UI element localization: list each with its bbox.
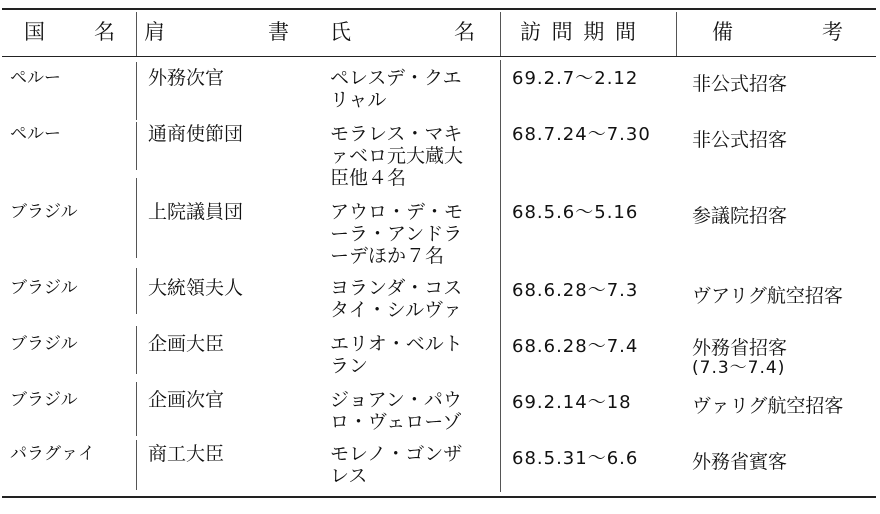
title-cell: 大統領夫人 bbox=[148, 277, 244, 299]
period-cell: 68.5.6～5.16 bbox=[512, 202, 639, 223]
table-top-rule bbox=[2, 8, 876, 10]
header-title-char: 肩 bbox=[144, 20, 167, 44]
header-name bbox=[454, 20, 477, 44]
country-cell: パラグァイ bbox=[10, 444, 95, 464]
country-cell: ブラジル bbox=[10, 278, 78, 298]
remarks-cell: 外務省賓客 bbox=[692, 451, 788, 473]
name-cell-line: モラレス・マキ bbox=[330, 123, 463, 145]
period-cell: 68.6.28～7.4 bbox=[512, 336, 639, 357]
table-bottom-rule bbox=[2, 496, 876, 498]
column-divider bbox=[136, 326, 137, 374]
header-divider bbox=[500, 12, 501, 56]
header-country bbox=[24, 20, 47, 44]
country-cell: ブラジル bbox=[10, 202, 78, 222]
header-remarks bbox=[822, 20, 845, 44]
country-cell: ブラジル bbox=[10, 390, 78, 410]
period-cell: 68.7.24～7.30 bbox=[512, 124, 651, 145]
period-cell: 69.2.14～18 bbox=[512, 392, 632, 413]
column-divider bbox=[136, 382, 137, 436]
name-cell-line: ヨランダ・コス bbox=[330, 277, 463, 299]
name-cell-line: 臣他４名 bbox=[330, 167, 407, 189]
header-title bbox=[268, 20, 291, 44]
remarks-cell: ヴァリグ航空招客 bbox=[692, 395, 844, 417]
title-cell: 商工大臣 bbox=[148, 443, 225, 465]
country-cell: ペルー bbox=[10, 124, 61, 144]
name-cell-line: リャル bbox=[330, 89, 387, 111]
column-divider bbox=[136, 268, 137, 314]
header-name-char: 氏 bbox=[330, 20, 353, 44]
remarks-cell: (7.3～7.4) bbox=[692, 358, 786, 378]
header-period-label: 訪 問 期 間 bbox=[520, 20, 639, 44]
header-country-char: 国 bbox=[24, 20, 47, 44]
header-remarks-char: 備 bbox=[712, 20, 735, 44]
name-cell-line: ァベロ元大蔵大 bbox=[330, 145, 464, 167]
period-cell: 68.6.28～7.3 bbox=[512, 280, 639, 301]
country-cell: ブラジル bbox=[10, 334, 78, 354]
country-cell: ペルー bbox=[10, 68, 61, 88]
title-cell: 上院議員団 bbox=[148, 201, 244, 223]
name-cell-line: タイ・シルヴァ bbox=[330, 299, 462, 321]
title-cell: 企画大臣 bbox=[148, 333, 225, 355]
remarks-cell: 外務省招客 bbox=[692, 337, 788, 359]
name-cell-line: ーラ・アンドラ bbox=[330, 223, 463, 245]
remarks-cell: 非公式招客 bbox=[692, 73, 788, 95]
header-divider bbox=[136, 12, 137, 56]
title-cell: 企画次官 bbox=[148, 389, 225, 411]
header-divider bbox=[676, 12, 677, 56]
header-country-char: 名 bbox=[94, 20, 117, 44]
name-cell-line: ジョアン・パウ bbox=[330, 389, 462, 411]
column-divider bbox=[136, 62, 137, 120]
header-name bbox=[330, 20, 353, 44]
header-title-char: 書 bbox=[268, 20, 291, 44]
title-cell: 外務次官 bbox=[148, 67, 225, 89]
title-cell: 通商使節団 bbox=[148, 123, 244, 145]
name-cell-line: ロ・ヴェローゾ bbox=[330, 411, 462, 433]
name-cell-line: ーデほか７名 bbox=[330, 245, 445, 267]
header-remarks bbox=[712, 20, 735, 44]
header-period bbox=[520, 20, 638, 44]
column-divider bbox=[136, 440, 137, 490]
header-country bbox=[94, 20, 117, 44]
column-divider bbox=[136, 122, 137, 170]
header-title bbox=[144, 20, 167, 44]
name-cell-line: モレノ・ゴンザ bbox=[330, 443, 463, 465]
period-cell: 68.5.31～6.6 bbox=[512, 448, 639, 469]
name-cell-line: ペレスデ・クエ bbox=[330, 67, 462, 89]
table-header-rule bbox=[2, 56, 876, 57]
name-cell-line: ラン bbox=[330, 355, 369, 377]
remarks-cell: 参議院招客 bbox=[692, 205, 788, 227]
column-divider bbox=[500, 60, 501, 492]
remarks-cell: 非公式招客 bbox=[692, 129, 788, 151]
name-cell-line: エリオ・ベルト bbox=[330, 333, 463, 355]
period-cell: 69.2.7～2.12 bbox=[512, 68, 639, 89]
column-divider bbox=[136, 178, 137, 258]
header-remarks-char: 考 bbox=[822, 20, 845, 44]
name-cell-line: アウロ・デ・モ bbox=[330, 201, 464, 223]
name-cell-line: レス bbox=[330, 465, 368, 487]
remarks-cell: ヴアリグ航空招客 bbox=[692, 285, 843, 307]
header-name-char: 名 bbox=[454, 20, 477, 44]
